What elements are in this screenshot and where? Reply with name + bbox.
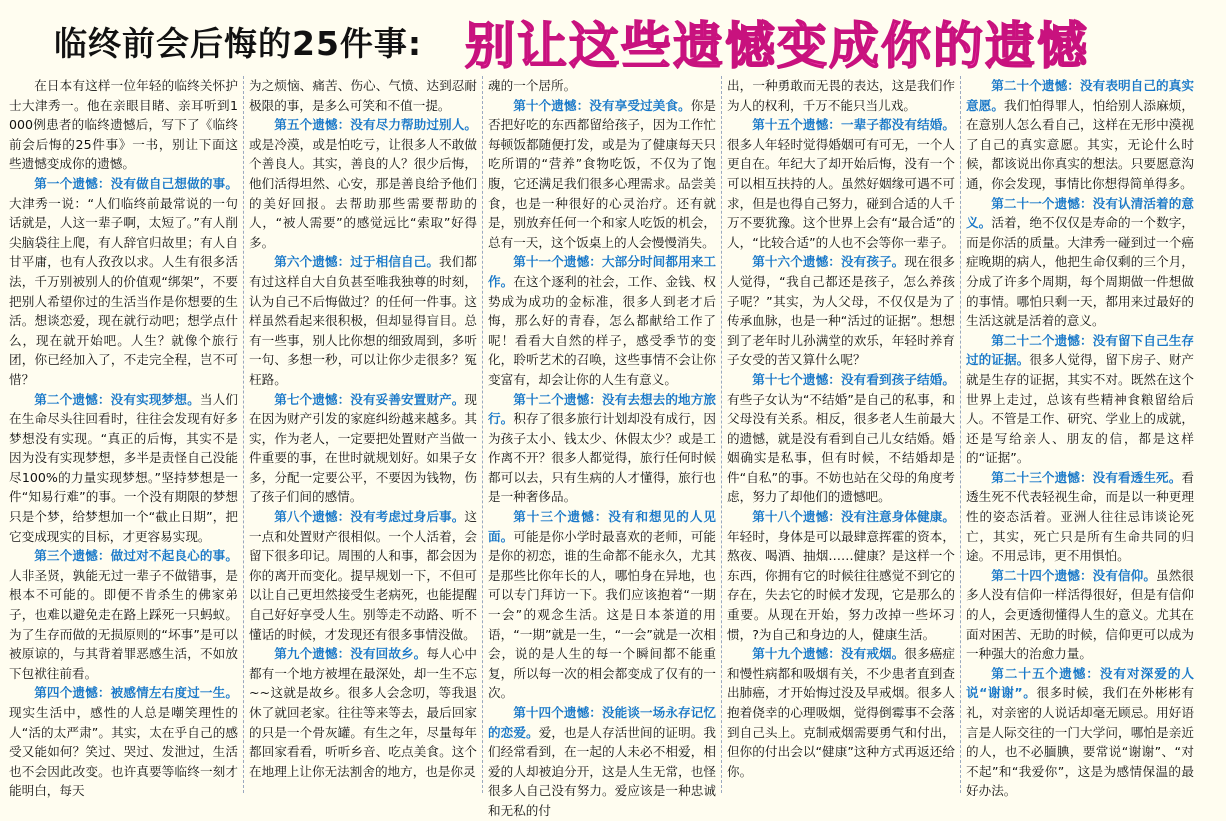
- regret-heading: 第二十五个遗憾：没有对深爱的人说“谢谢”。: [966, 665, 1194, 701]
- paragraph: [488, 76, 716, 96]
- paragraph-text: 或是冷漠，或是怕吃亏，让很多人不敢做个善良人。其实，善良的人？很少后悔，他们活得坦然、心安，那是善良给予他们的美好回报。去帮助那些需要帮助的人，“被人需要”的感觉远比“索取”好得多。: [249, 136, 477, 250]
- paragraph-text: 人非圣贤，孰能无过一辈子不做错事，是根本不可能的。即便不肯杀生的佛家弟子，也难以避免走在路上踩死一只蚂蚁。为了生存而做的无损原则的“坏事”是可以被原谅的，与其背着罪恶感生活，不如放下包袱往前看。: [9, 567, 238, 681]
- paragraph: [966, 664, 1194, 801]
- paragraph-text: 看透生死不代表轻视生命，而是以一种更理性的姿态活着。亚洲人往往忌讳谈论死亡，其实，死亡只是所有生命共同的归途。不用忌讳，更不用惧怕。: [966, 469, 1194, 564]
- paragraph-text: 在这个逐利的社会，工作、金钱、权势成为成功的金标准，很多人到老才后悔，那么好的青春，怎么都献给工作了呢！看看大自然的样子，感受季节的变化，聆听艺术的召唤，这些事情不会让你变富有，却会让你的人生有意义。: [488, 273, 717, 387]
- paragraph: [966, 76, 1194, 194]
- title-black-part: 临终前会后悔的25件事:: [54, 24, 423, 63]
- column-5: [960, 76, 1199, 799]
- regret-heading: 第五个遗憾：没有尽力帮助过别人。: [274, 117, 477, 133]
- regret-heading: 第八个遗憾：没有考虑过身后事。: [274, 509, 465, 525]
- paragraph-text: 这一点和处置财产很相似。一个人活着，会留下很多印记。周围的人和事，都会因为你的离开而变化。提早规划一下，不但可以让自己更坦然接受生老病死，也能提醒自己好好享受人生。别等走不动路、听不懂话的时候，才发现还有很多事情没做。: [249, 509, 477, 642]
- regret-heading: 第十四个遗憾：没能谈一场永存记忆的恋爱。: [488, 705, 716, 740]
- paragraph: [488, 96, 716, 253]
- paragraph: [249, 76, 477, 115]
- column-2: [243, 76, 482, 793]
- paragraph-text: 很多人年轻时觉得婚姻可有可无，一个人更自在。年纪大了却开始后悔，没有一个可以相互扶持的人。虽然好姻缘可遇不可求，但是也得自己努力，碰到合适的人千万不要犹豫。这个世界上会有“最合适”的人，“比较合适”的人也不会等你一辈子。: [727, 136, 955, 250]
- regret-heading: 第九个遗憾：没有回故乡。: [274, 646, 427, 662]
- paragraph: [9, 76, 238, 174]
- paragraph: [488, 703, 716, 821]
- paragraph: [249, 115, 477, 252]
- paragraph-text: 你是否把好吃的东西都留给孩子，因为工作忙每顿饭都随便打发，或是为了健康每天只吃所谓的“营养”食物吃饭，不仅为了饱腹，它还满足我们很多心理需求。品尝美食，也是一种很好的心灵治疗。还有就是，别放弃任何一个和家人吃饭的机会，总有一天，这个饭桌上的人会慢慢消失。: [488, 97, 717, 250]
- regret-heading: 第二个遗憾：没有实现梦想。: [34, 391, 200, 407]
- paragraph-text: 每人心中都有一个地方被埋在最深处，却一生不忘~~这就是故乡。很多人会念叨，等我退休了就回老家。往往等来等去，最后回家的只是一个骨灰罐。有生之年，尽量每年都回家看看，听听乡音、吃点美食。这个在地理上让你无法割舍的地方，也是你灵: [249, 646, 478, 779]
- regret-heading: 第十二个遗憾：没有去想去的地方旅行。: [488, 391, 716, 427]
- paragraph: [727, 370, 955, 507]
- paragraph-text: 现在因为财产引发的家庭纠纷越来越多。其实，作为老人，一定要把处置财产当做一件重要的事，在世时就规划好。如果子女多，分配一定要公平，不要因为钱物，伤了孩子们间的感情。: [249, 391, 477, 505]
- paragraph-text: 为之烦恼、痛苦、伤心、气愤、达到忍耐极限的事，是多么可笑和不值一提。: [249, 78, 477, 113]
- regret-heading: 第二十二个遗憾：没有留下自己生存过的证据。: [966, 332, 1194, 368]
- regret-heading: 第十六个遗憾：没有孩子。: [752, 254, 905, 270]
- regret-heading: 第十七个遗憾：没有看到孩子结婚。: [752, 371, 955, 387]
- paragraph-text: 在日本有这样一位年轻的临终关怀护士大津秀一。他在亲眼目睹、亲耳听到1000例患者的临终遗憾后，写下了《临终前会后悔的25件事》一书，别让下面这些遗憾变成你的遗憾。: [9, 78, 238, 172]
- paragraph-text: 很多癌症和慢性病都和吸烟有关，不少患者直到查出肺癌，才开始悔过没及早戒烟。很多人抱着侥幸的心理吸烟，觉得倒霉事不会落到自己头上。克制戒烟需要勇气和付出，但你的付出会以“健康”这种方式再返还给你。: [727, 646, 956, 779]
- regret-heading: 第十一个遗憾：大部分时间都用来工作。: [488, 254, 716, 289]
- paragraph-text: 现在很多人觉得，“我自己都还是孩子，怎么养孩子呢？”其实，为人父母，不仅仅是为了传承血脉，也是一种“活过的证据”。想想到了老年时儿孙满堂的欢乐，年轻时养育子女受的苦又算什么呢？: [727, 254, 956, 368]
- paragraph: [966, 468, 1194, 566]
- paragraph-text: 活着，绝不仅仅是寿命的一个数字，而是你活的质量。大津秀一碰到过一个癌症晚期的病人，他把生命仅剩的三个月，分成了许多个周期，每个周期做一件想做的事情。哪怕只剩一天，都用来过最好的生活这就是活着的意义。: [966, 215, 1195, 329]
- paragraph: [249, 390, 477, 508]
- paragraph: [727, 507, 955, 644]
- regret-heading: 第七个遗憾：没有妥善安置财产。: [274, 391, 465, 407]
- paragraph-text: 爱，也是人存活世间的证明。我们经常看到，在一起的人未必不相爱，相爱的人却被迫分开，这是人生无常，也怪很多人自己没有努力。爱应该是一种忠诚和无私的付: [488, 724, 717, 818]
- paragraph-text: 我们怕得罪人，怕给别人添麻烦，在意别人怎么看自己，这样在无形中漠视了自己的真实意愿。其实，无论什么时候，都该说出你真实的想法。只要愿意沟通，你会发现，事情比你想得简单得多。: [966, 97, 1195, 191]
- column-1: [4, 76, 243, 799]
- paragraph: [966, 331, 1194, 468]
- paragraph: [488, 390, 716, 508]
- regret-heading: 第二十个遗憾：没有表明自己的真实意愿。: [966, 78, 1194, 113]
- column-4: [721, 76, 960, 793]
- paragraph-text: 可能是你小学时最喜欢的老师，可能是你的初恋，谁的生命都不能永久，尤其是那些比你年长的人，哪怕身在异地，也可以专门拜访一下。我们应该抱着“一期一会”的观念生活。这是日本茶道的用语，“一期”就是一生，“一会”就是一次相会，说的是人生的每一个瞬间都不能重复，所以每一次的相会都变成了仅有的一次。: [488, 528, 717, 701]
- paragraph: [9, 683, 238, 801]
- regret-heading: 第六个遗憾：过于相信自己。: [274, 254, 440, 270]
- column-3: [482, 76, 721, 818]
- paragraph-text: 当人们在生命尽头往回看时，往往会发现有好多梦想没有实现。“真正的后悔，其实不是因为没有实现梦想，多半是责怪自己没能尽100%的力量实现梦想。”坚持梦想是一件“知易行难”的事。一个没有期限的梦想只是个梦，给梦想加一个“截止日期”，把它变成现实的目标，才更容易实现。: [9, 391, 239, 544]
- paragraph: [9, 546, 238, 683]
- paragraph: [249, 644, 477, 781]
- regret-heading: 第十三个遗憾：没有和想见的人见面。: [488, 509, 716, 544]
- paragraph: [727, 115, 955, 252]
- paragraph: [727, 252, 955, 370]
- paragraph-text: 出，一种勇敢而无畏的表达，这是我们作为人的权利，千万不能只当儿戏。: [727, 78, 955, 113]
- regret-heading: 第十九个遗憾：没有戒烟。: [752, 646, 905, 662]
- header: [0, 0, 1226, 75]
- paragraph: [966, 566, 1194, 664]
- paragraph: [249, 507, 477, 644]
- regret-heading: 第二十四个遗憾：没有信仰。: [991, 567, 1157, 583]
- paragraph-text: 年轻时，身体是可以最肆意挥霍的资本，熬夜、喝酒、抽烟……健康？是这样一个东西，你拥有它的时候往往感觉不到它的存在，失去它的时候才发现，它是那么的重要。从现在开始，努力改掉一些坏习惯，?为自己和身边的人，健康生活。: [727, 528, 955, 642]
- paragraph-text: 虽然很多人没有信仰一样活得很好，但是有信仰的人，会更透彻懂得人生的意义。尤其在面对困苦、无助的时候，信仰更可以成为一种强大的治愈力量。: [966, 567, 1195, 662]
- paragraph: [727, 644, 955, 781]
- regret-heading: 第三个遗憾：做过对不起良心的事。: [34, 548, 238, 564]
- paragraph-text: 魂的一个居所。: [488, 78, 577, 93]
- paragraph-text: 积存了很多旅行计划却没有成行，因为孩子太小、钱太少、休假太少？或是工作离不开？很多人都觉得，旅行任何时候都可以去，只有生病的人才懂得，旅行也是一种奢侈品。: [488, 411, 717, 505]
- title-pink-part: 别让这些遗憾变成你的遗憾: [465, 17, 1089, 75]
- regret-heading: 第一个遗憾：没有做自己想做的事。: [34, 175, 238, 191]
- paragraph: [488, 252, 716, 389]
- paragraph-text: 现实生活中，感性的人总是嘲笑理性的人“活的太严肃”。其实，太在乎自己的感受又能如何？笑过、哭过、发泄过，生活也不会因此改变。也许真要等临终一刻才能明白，每天: [9, 705, 238, 799]
- paragraph: [488, 507, 716, 703]
- paragraph: [9, 390, 238, 547]
- regret-heading: 第十个遗憾：没有享受过美食。: [513, 97, 691, 113]
- regret-heading: 第二十一个遗憾：没有认清活着的意义。: [966, 195, 1194, 231]
- paragraph: [9, 174, 238, 390]
- paragraph: [966, 194, 1194, 331]
- paragraph-text: 很多时候，我们在外彬彬有礼，对亲密的人说话却毫无顾忌。用好语言是人际交往的一门大学问，哪怕是亲近的人，也不必腼腆，要常说“谢谢”、“对不起”和“我爱你”，这是为感情保温的最好办法。: [966, 685, 1194, 799]
- paragraph-text: 我们都有过这样自大自负甚至唯我独尊的时刻，认为自己不后悔做过？的任何一件事。这样虽然看起来很积极，但却显得盲目。总有一些事，别人比你想的细致周到，多听一句、多想一秒，可以让你少走很多？冤枉路。: [249, 254, 478, 387]
- regret-heading: 第四个遗憾：被感情左右度过一生。: [34, 685, 238, 701]
- paragraph: [249, 252, 477, 389]
- regret-heading: 第二十三个遗憾：没有看透生死。: [991, 469, 1182, 485]
- article-columns: [4, 76, 1222, 818]
- paragraph-text: 大津秀一说：“人们临终前最常说的一句话就是，人这一辈子啊，太短了。”有人削尖脑袋往上爬，有人辞官归故里；有人自甘平庸，也有人孜孜以求。人生有很多活法，千万别被别人的价值观“绑架”，不要把别人希望你过的生活当作是你想要的生活。想谈恋爱，现在就行动吧；想学点什么，现在就开始吧。人生？就像个旅行团，你已经加入了，不走完全程，岂不可惜？: [9, 195, 238, 387]
- regret-heading: 第十五个遗憾：一辈子都没有结婚。: [752, 117, 955, 133]
- regret-heading: 第十八个遗憾：没有注意身体健康。: [752, 509, 955, 525]
- paragraph: [727, 76, 955, 115]
- paragraph-text: 有些子女认为“不结婚”是自己的私事，和父母没有关系。相反，很多老人生前最大的遗憾，就是没有看到自己儿女结婚。婚姻确实是私事，但有时候，不结婚却是件“自私”的事。不妨也站在父母的角度考虑，努力了却他们的遗憾吧。: [727, 391, 955, 505]
- paragraph-text: 很多人觉得，留下房子、财产就是生存的证据，其实不对。既然在这个世界上走过，总该有些精神食粮留给后人。不管是工作、研究、学业上的成就，还是写给亲人、朋友的信，都是这样的“证据”。: [966, 352, 1195, 466]
